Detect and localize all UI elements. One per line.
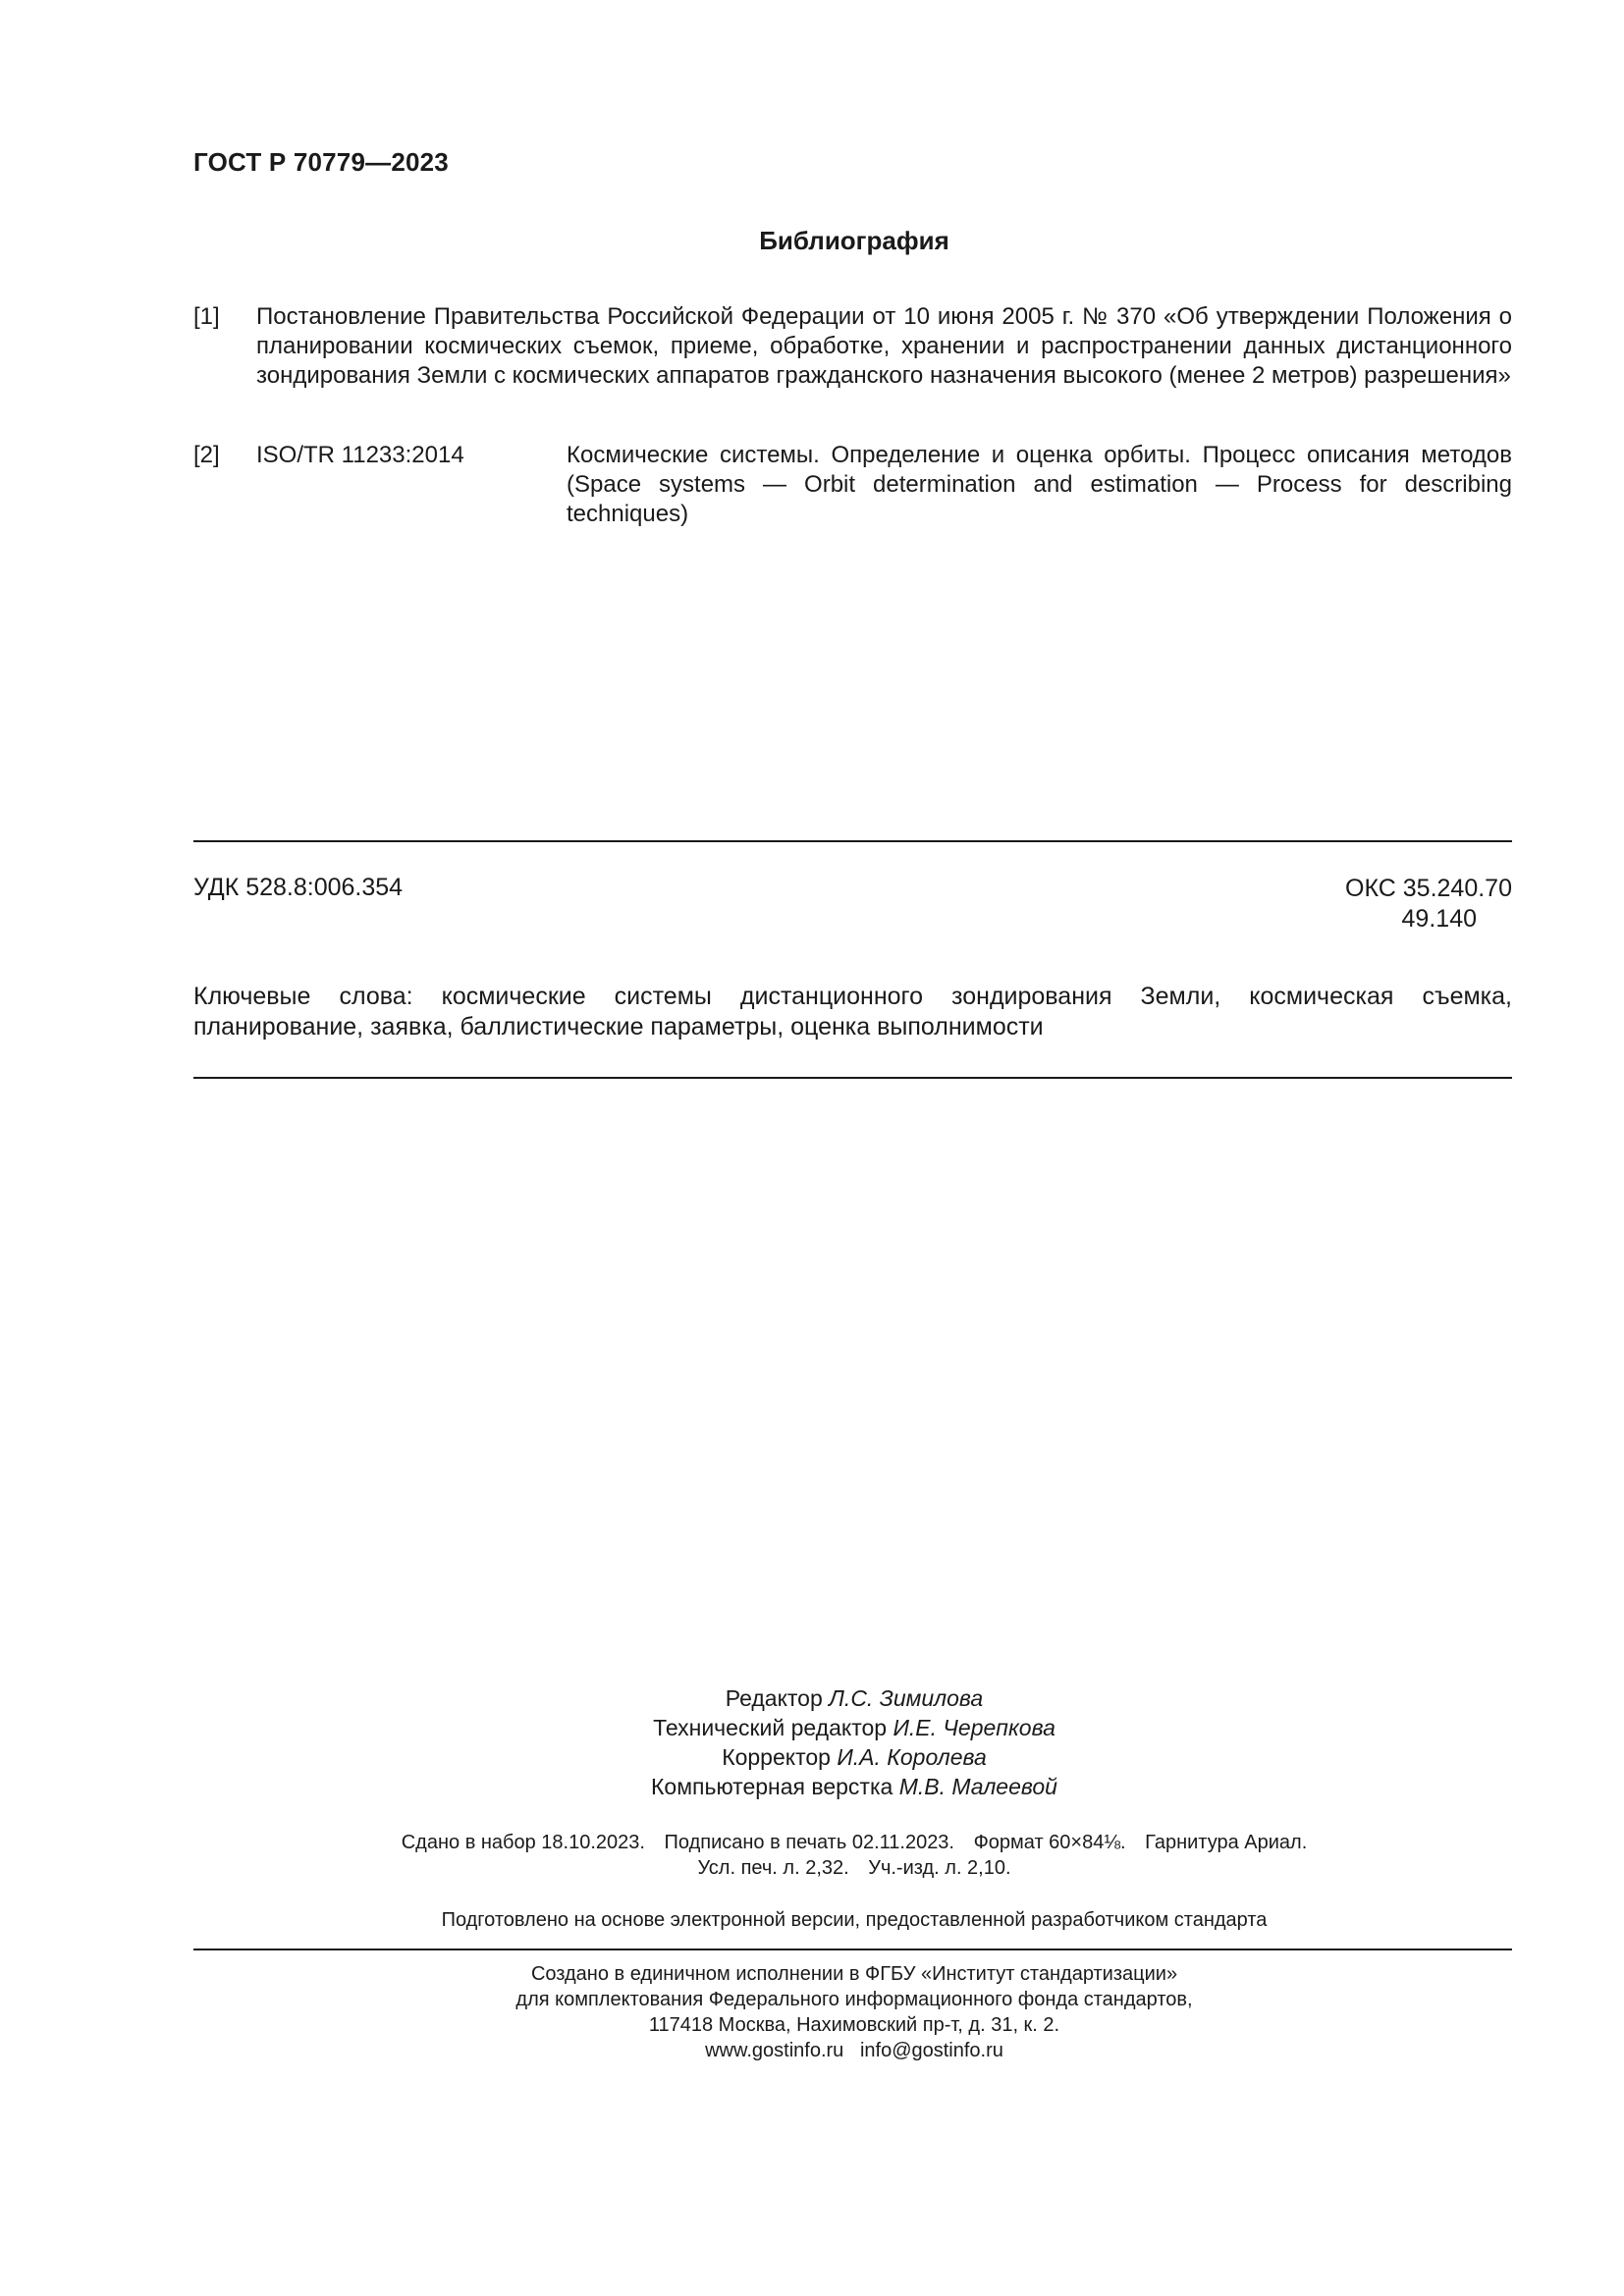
udk-code: УДК 528.8:006.354 xyxy=(193,874,404,901)
publisher-sheets: Уч.-изд. л. 2,10. xyxy=(868,1857,1011,1879)
entry-code: ISO/TR 11233:2014 xyxy=(256,442,464,468)
standard-code: ГОСТ Р 70779—2023 xyxy=(193,147,449,177)
print-info-line-2 xyxy=(0,1855,1624,1881)
credit-role: Корректор xyxy=(722,1744,831,1770)
credit-name: Л.С. Зимилова xyxy=(829,1685,984,1711)
paper-format: Формат 60×84⅛. xyxy=(973,1832,1126,1853)
entry-number: [2] xyxy=(193,442,220,468)
bibliography-entry-1 xyxy=(193,302,1512,391)
oks-line-1: ОКС 35.240.70 xyxy=(1345,875,1512,902)
entry-text: Космические системы. Определение и оценка орбиты. Процесс описания методов (Space systems — Orbit determination and estimation — Process for describing techniques) xyxy=(567,442,1512,527)
submitted-date: Сдано в набор 18.10.2023. xyxy=(401,1832,645,1853)
divider xyxy=(193,1949,1512,1950)
publisher-info xyxy=(0,1961,1624,2063)
divider xyxy=(193,840,1512,842)
credit-name: И.Е. Черепкова xyxy=(893,1715,1056,1740)
credit-line xyxy=(0,1742,1624,1772)
keywords: Ключевые слова: космические системы дистанционного зондирования Земли, космическая съемка, планирование, заявка, баллистические параметры, оценка выполнимости xyxy=(193,983,1512,1041)
publisher-line-1: Создано в единичном исполнении в ФГБУ «Институт стандартизации» xyxy=(530,1963,1178,1985)
credit-role: Редактор xyxy=(725,1685,823,1711)
credit-line xyxy=(0,1683,1624,1713)
bibliography-title: Библиография xyxy=(759,226,949,255)
print-info xyxy=(0,1830,1624,1881)
oks-code xyxy=(1276,874,1512,934)
divider xyxy=(193,1077,1512,1079)
website-link[interactable]: www.gostinfo.ru xyxy=(705,2040,844,2061)
oks-line-2: 49.140 xyxy=(1401,905,1477,933)
publisher-line-2: для комплектования Федерального информационного фонда стандартов, xyxy=(515,1989,1193,2010)
credits xyxy=(0,1683,1624,1801)
prepared-note: Подготовлено на основе электронной версии, предоставленной разработчиком стандарта xyxy=(441,1909,1268,1931)
credit-line xyxy=(0,1713,1624,1742)
credit-line xyxy=(0,1772,1624,1801)
publisher-address: 117418 Москва, Нахимовский пр-т, д. 31, к. 2. xyxy=(648,2014,1060,2036)
print-sheets: Усл. печ. л. 2,32. xyxy=(697,1857,849,1879)
signed-date: Подписано в печать 02.11.2023. xyxy=(664,1832,954,1853)
typeface: Гарнитура Ариал. xyxy=(1145,1832,1308,1853)
credit-role: Компьютерная верстка xyxy=(651,1774,893,1799)
entry-number: [1] xyxy=(193,303,220,330)
credit-role: Технический редактор xyxy=(653,1715,888,1740)
publisher-contacts xyxy=(0,2038,1624,2063)
email-link[interactable]: info@gostinfo.ru xyxy=(859,2040,1003,2061)
credit-name: И.А. Королева xyxy=(837,1744,987,1770)
credit-name: М.В. Малеевой xyxy=(898,1774,1057,1799)
entry-text: Постановление Правительства Российской Федерации от 10 июня 2005 г. № 370 «Об утверждении Положения о планировании космических съемок, приеме, обработке, хранении и распространении данных дистанционного зондирования Земли с космических аппаратов гражданского назначения высокого (менее 2 метров) разрешения» xyxy=(256,303,1512,389)
print-info-line-1 xyxy=(0,1830,1624,1855)
bibliography-entry-2 xyxy=(193,441,1512,529)
